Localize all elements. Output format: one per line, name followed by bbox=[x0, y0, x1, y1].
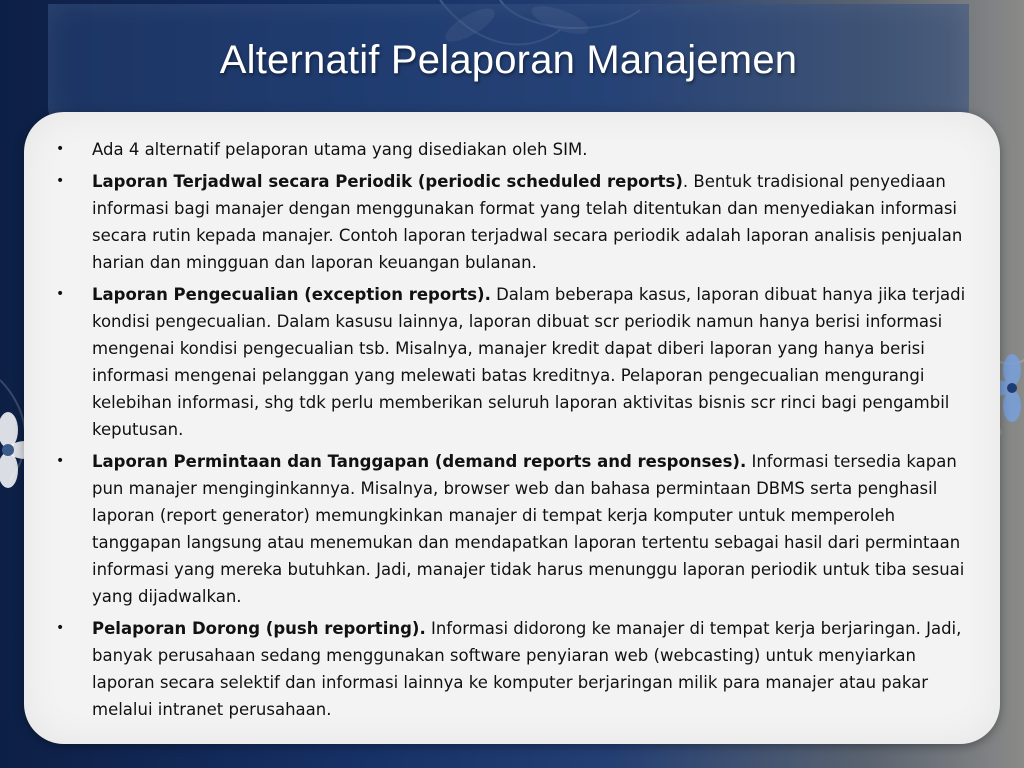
bullet-text: Dalam beberapa kasus, laporan dibuat hanya jika terjadi kondisi pengecualian. Dalam kasusu lainnya, laporan dibuat scr periodik namun hanya berisi informasi mengenai kondisi pengecualian tsb. Misalnya, manajer kredit dapat diberi laporan yang hanya berisi informasi mengenai pelanggan yang melewati batas kreditnya. Pelaporan pengecualian mengurangi kelebihan informasi, shg tdk perlu memberikan seluruh laporan aktivitas bisnis scr rinci bagi pengambil keputusan. bbox=[92, 285, 966, 439]
bullet-item bbox=[54, 615, 974, 723]
bullet-item bbox=[54, 448, 974, 610]
bullet-icon: • bbox=[56, 286, 65, 302]
bullet-list bbox=[54, 136, 974, 728]
bullet-heading: Laporan Permintaan dan Tanggapan (demand reports and responses). bbox=[92, 452, 747, 471]
bullet-icon: • bbox=[56, 173, 65, 189]
bullet-heading: Laporan Pengecualian (exception reports). bbox=[92, 285, 491, 304]
bullet-item bbox=[54, 168, 974, 276]
bullet-text: Ada 4 alternatif pelaporan utama yang disediakan oleh SIM. bbox=[92, 140, 588, 159]
bullet-icon: • bbox=[56, 453, 65, 469]
bullet-text: . Bentuk tradisional penyediaan informasi bagi manajer dengan menggunakan format yang telah ditentukan dan menyediakan informasi secara rutin kepada manajer. Contoh laporan terjadwal secara periodik adalah laporan analisis penjualan harian dan mingguan dan laporan keuangan bulanan. bbox=[92, 172, 963, 272]
bullet-text: Informasi tersedia kapan pun manajer menginginkannya. Misalnya, browser web dan bahasa permintaan DBMS serta penghasil laporan (report generator) memungkinkan manajer di tempat kerja komputer untuk memperoleh tanggapan langsung atau menemukan dan mendapatkan laporan tertentu sebagai hasil dari permintaan informasi yang mereka butuhkan. Jadi, manajer tidak harus menunggu laporan periodik untuk tiba sesuai yang dijadwalkan. bbox=[92, 452, 965, 606]
slide-title: Alternatif Pelaporan Manajemen bbox=[219, 38, 798, 82]
bullet-heading: Pelaporan Dorong (push reporting). bbox=[92, 619, 426, 638]
bullet-heading: Laporan Terjadwal secara Periodik (periodic scheduled reports) bbox=[92, 172, 683, 191]
bullet-icon: • bbox=[56, 141, 65, 157]
bullet-text: Informasi didorong ke manajer di tempat kerja berjaringan. Jadi, banyak perusahaan sedang menggunakan software penyiaran web (webcasting) untuk menyiarkan laporan secara selektif dan informasi lainnya ke komputer berjaringan milik para manajer atau pakar melalui intranet perusahaan. bbox=[92, 619, 962, 719]
bullet-item bbox=[54, 281, 974, 443]
bullet-icon: • bbox=[56, 620, 65, 636]
bullet-item bbox=[54, 136, 974, 163]
